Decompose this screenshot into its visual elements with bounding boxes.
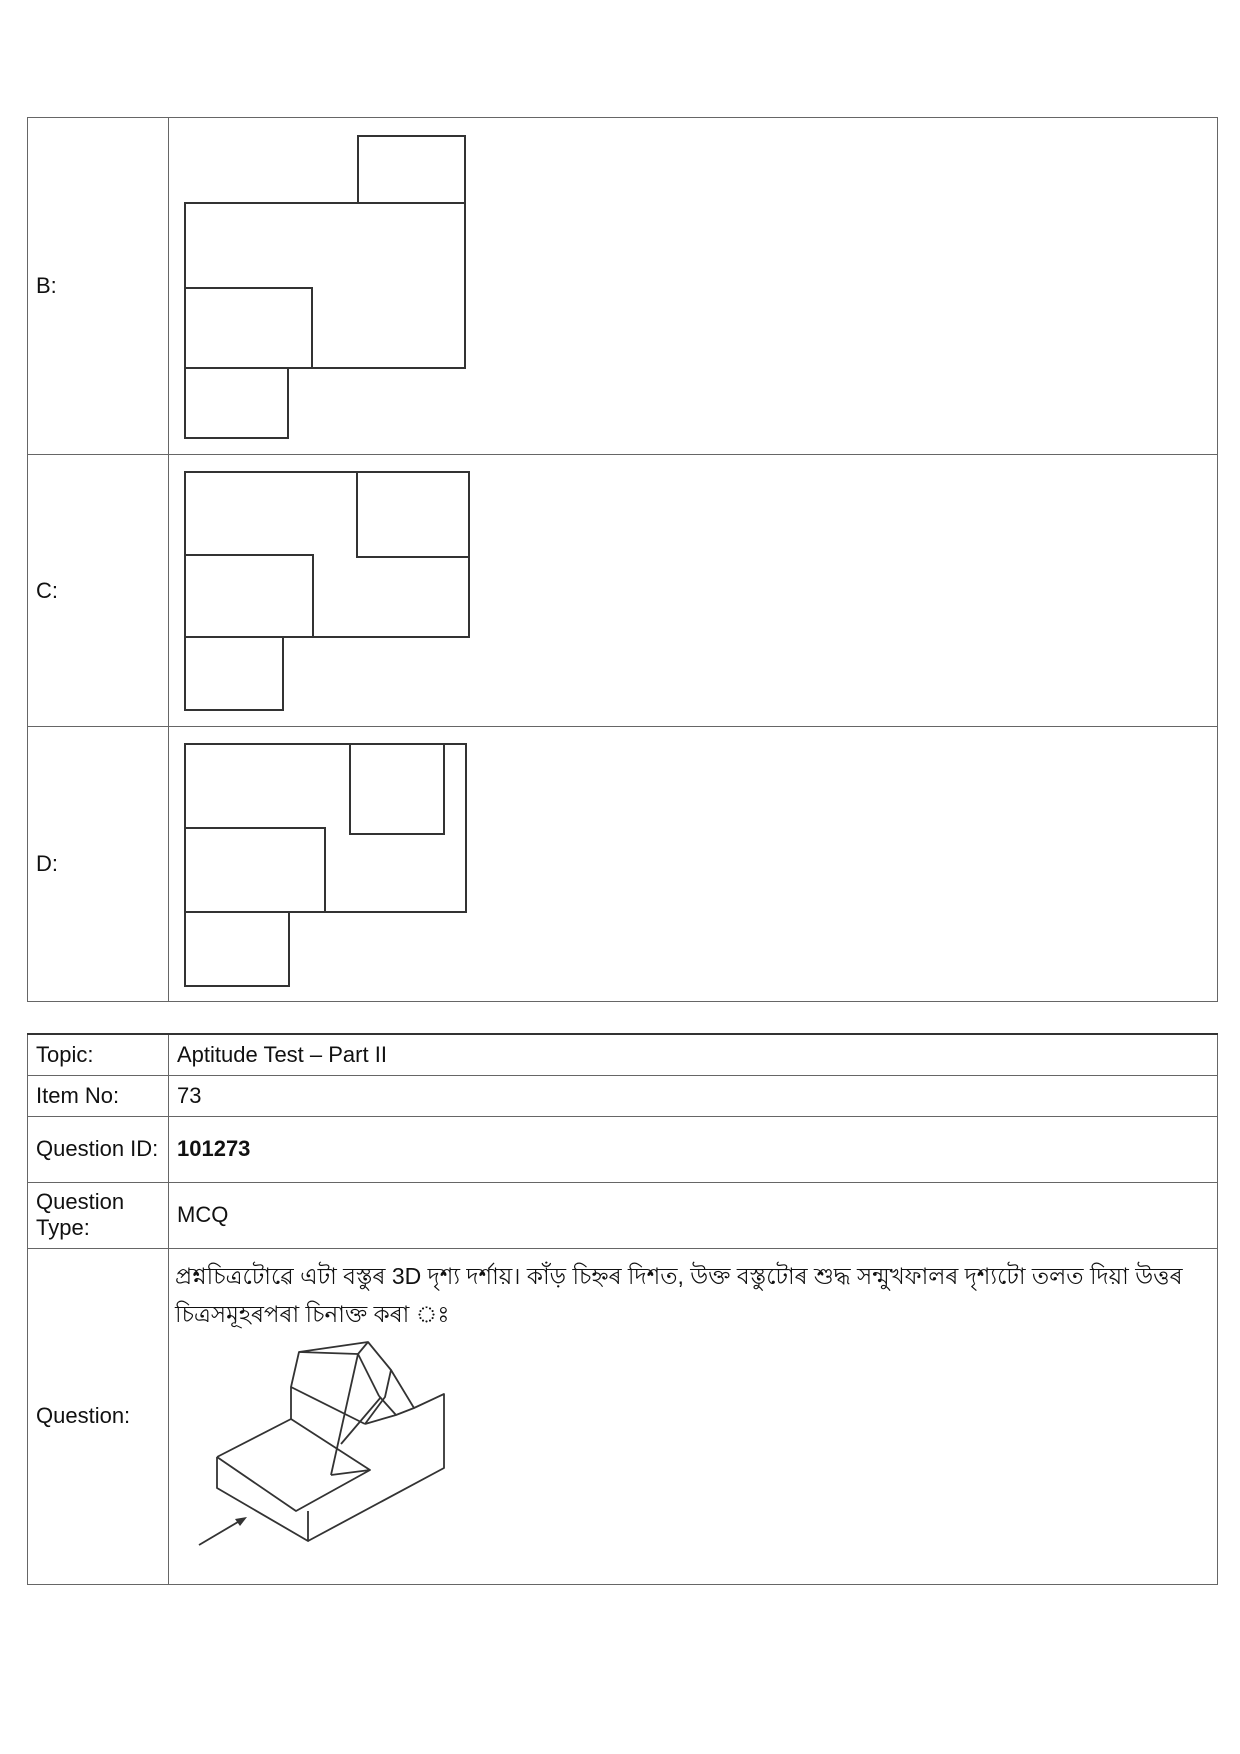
option-row-d bbox=[28, 727, 1218, 1002]
option-label: D: bbox=[28, 727, 169, 1002]
question-id-label: Question ID: bbox=[28, 1116, 169, 1182]
options-table bbox=[27, 117, 1218, 1002]
item-no-value: 73 bbox=[169, 1075, 1218, 1116]
question-type-row bbox=[28, 1182, 1218, 1248]
question-type-value: MCQ bbox=[169, 1182, 1218, 1248]
question-type-label: Question Type: bbox=[28, 1182, 169, 1248]
option-label: B: bbox=[28, 118, 169, 455]
option-row-c bbox=[28, 455, 1218, 727]
topic-row bbox=[28, 1034, 1218, 1075]
option-figure-cell bbox=[169, 455, 1218, 727]
option-figure-cell bbox=[169, 118, 1218, 455]
option-label: C: bbox=[28, 455, 169, 727]
option-row-b bbox=[28, 118, 1218, 455]
item-no-label: Item No: bbox=[28, 1075, 169, 1116]
question-id-value: 101273 bbox=[169, 1116, 1218, 1182]
question-figure bbox=[169, 1333, 469, 1563]
option-b-figure bbox=[169, 119, 489, 454]
topic-label: Topic: bbox=[28, 1034, 169, 1075]
question-text: প্ৰশ্নচিত্ৰটোৱে এটা বস্তুৰ 3D দৃশ্য দৰ্শায়। কাঁড় চিহ্নৰ দিশত, উক্ত বস্তুটোৰ শুদ্ধ সন্মুখফালৰ দৃশ্যটো তলত দিয়া উত্তৰ চিত্ৰসমূহৰপৰা চিনাক্ত কৰা ঃ bbox=[175, 1262, 1183, 1327]
question-row bbox=[28, 1248, 1218, 1584]
option-d-figure bbox=[169, 728, 489, 1000]
item-no-row bbox=[28, 1075, 1218, 1116]
topic-value: Aptitude Test – Part II bbox=[169, 1034, 1218, 1075]
question-label: Question: bbox=[28, 1248, 169, 1584]
question-cell bbox=[169, 1248, 1218, 1584]
option-figure-cell bbox=[169, 727, 1218, 1002]
question-meta-table bbox=[27, 1033, 1218, 1585]
option-c-figure bbox=[169, 456, 489, 726]
question-id-row bbox=[28, 1116, 1218, 1182]
